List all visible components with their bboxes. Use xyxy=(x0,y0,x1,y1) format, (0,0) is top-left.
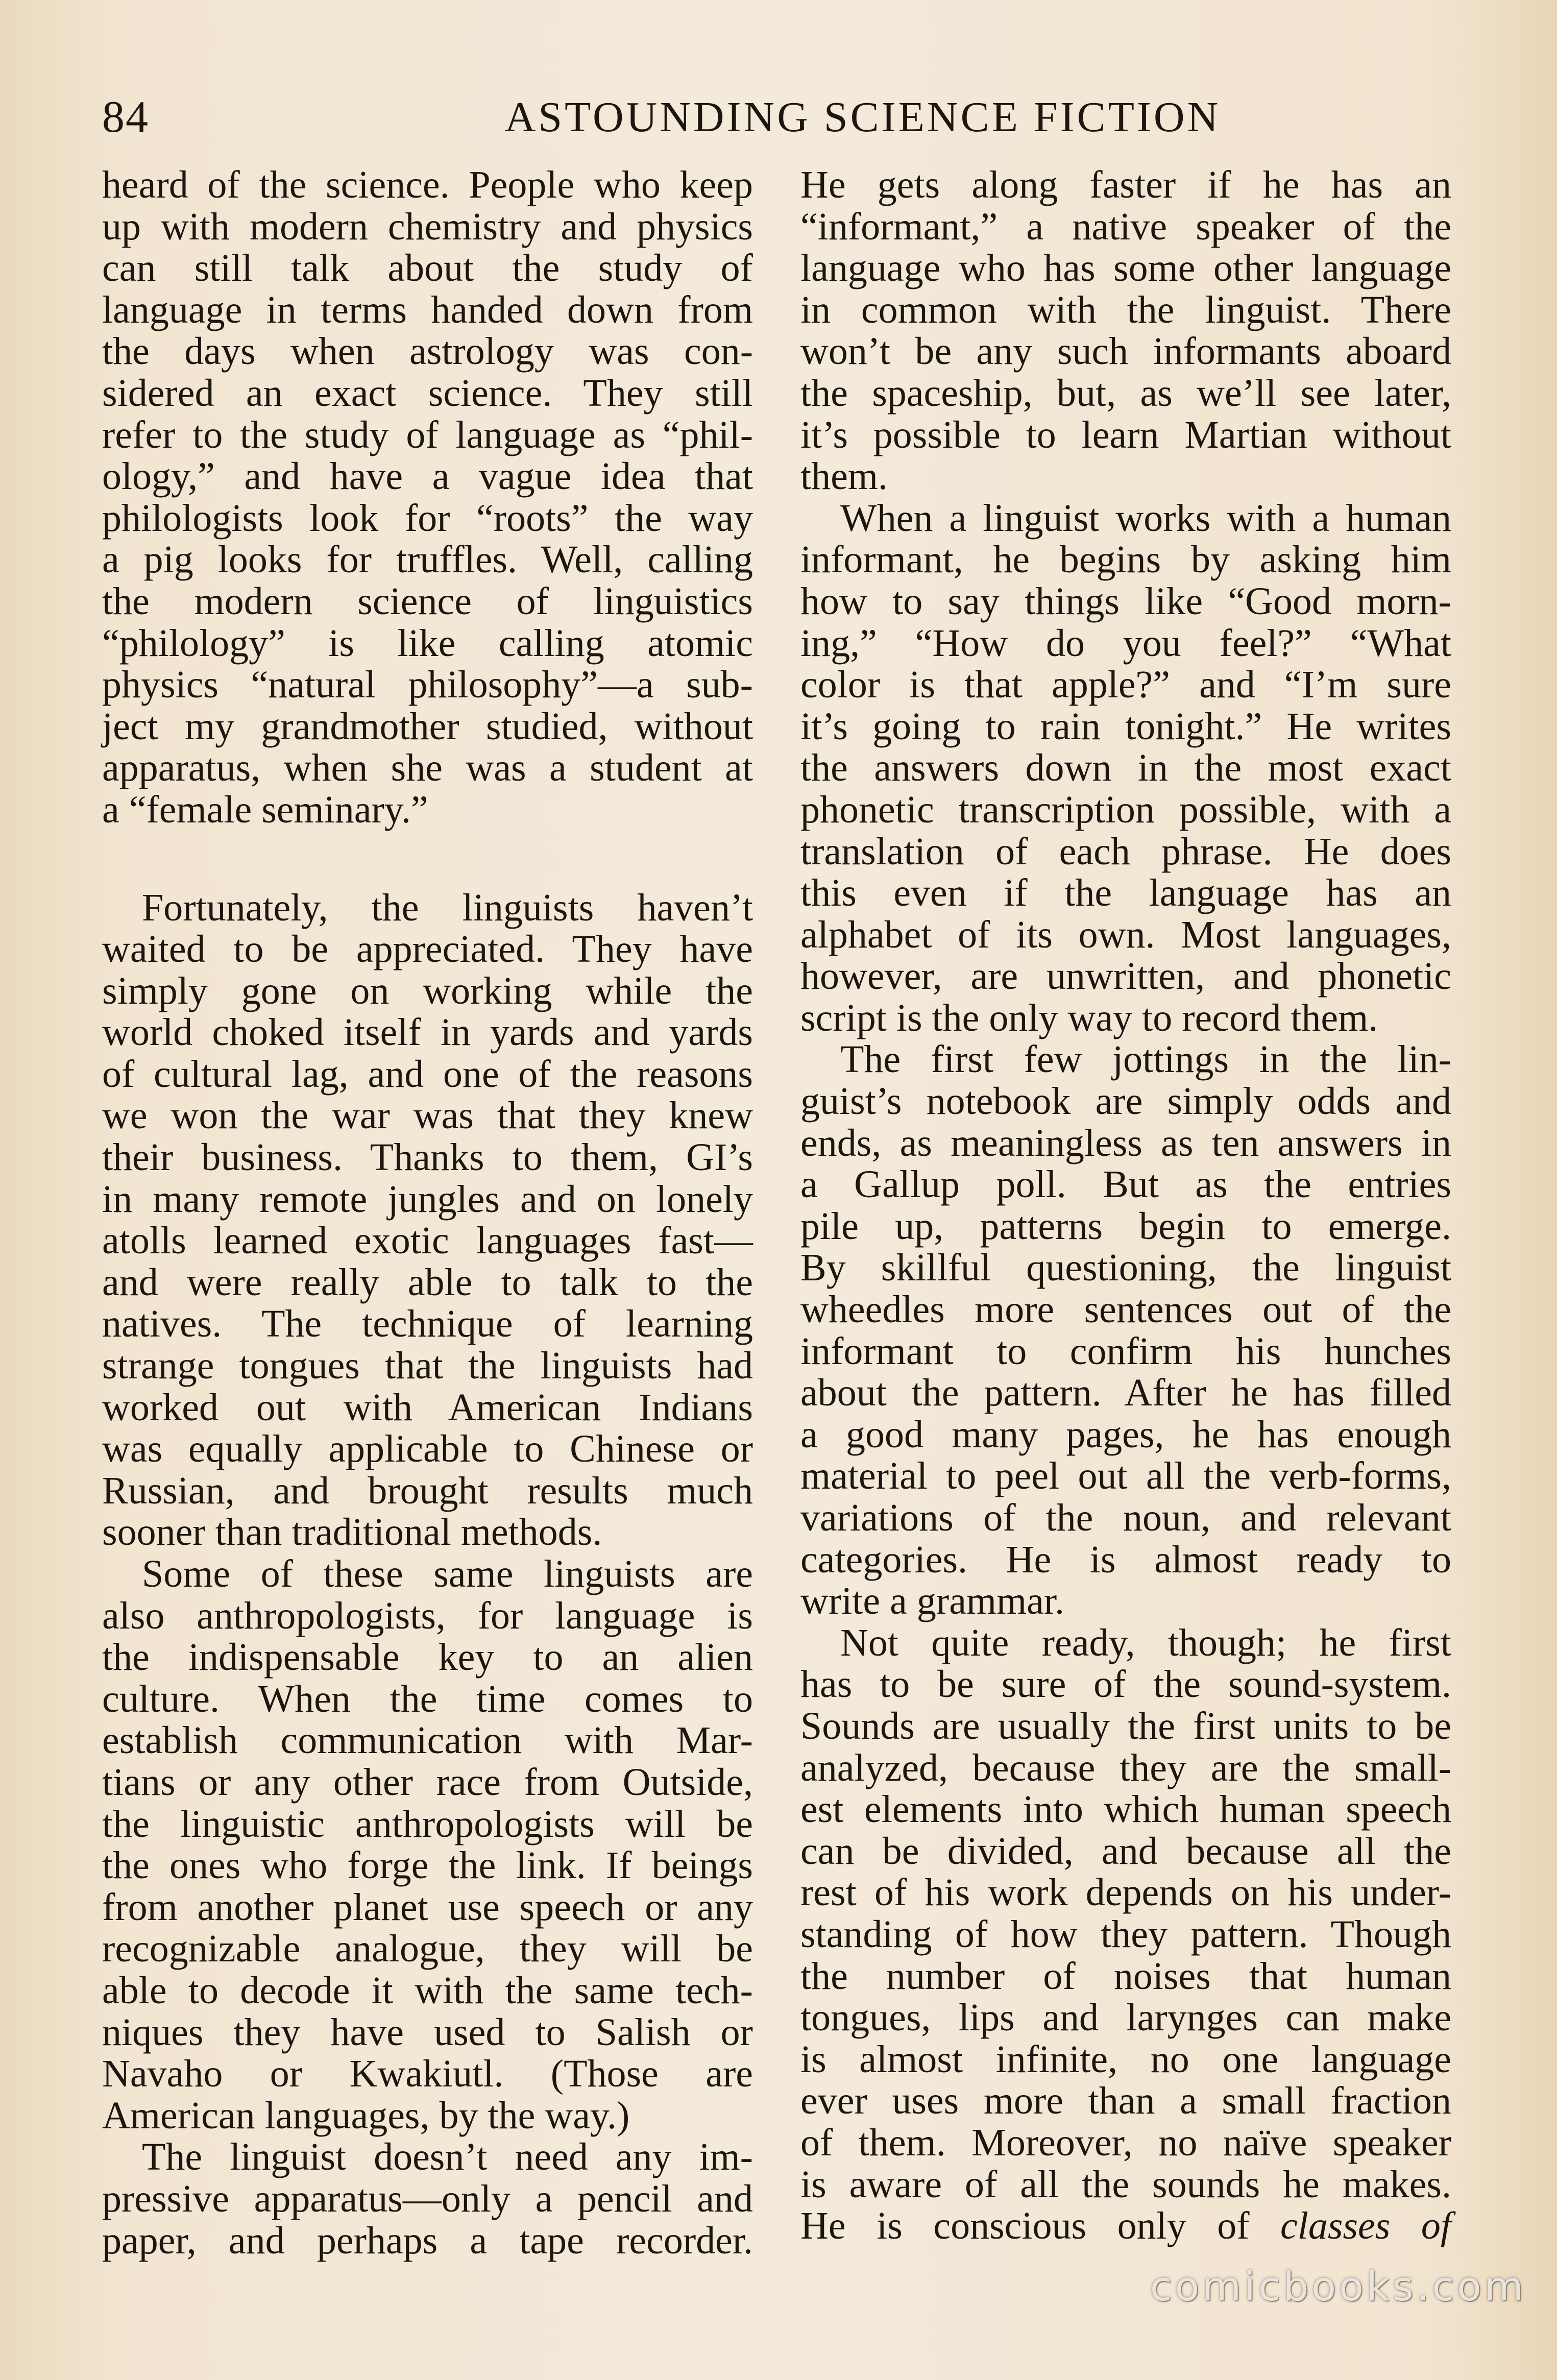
text-line xyxy=(102,1179,753,1221)
text-line-content: has to be sure of the sound-system. xyxy=(800,1663,1451,1706)
text-line xyxy=(102,289,753,331)
text-line xyxy=(800,1497,1451,1539)
text-line xyxy=(800,415,1451,456)
text-line-content: natives. The technique of learning xyxy=(102,1302,753,1346)
text-line xyxy=(800,2122,1451,2164)
text-line-content: in many remote jungles and on lonely xyxy=(102,1177,753,1221)
text-line xyxy=(800,998,1451,1039)
text-line-content: how to say things like “Good morn- xyxy=(800,579,1451,623)
text-line xyxy=(102,747,753,789)
text-line xyxy=(102,1387,753,1429)
text-line xyxy=(102,498,753,540)
text-line-content: can be divided, and because all the xyxy=(800,1829,1451,1873)
text-line-content: rest of his work depends on his under- xyxy=(800,1871,1451,1914)
text-line xyxy=(102,1637,753,1679)
text-line xyxy=(800,1956,1451,1998)
text-line-content: pressive apparatus—only a pencil and xyxy=(102,2177,753,2220)
text-line xyxy=(800,1831,1451,1873)
text-line xyxy=(800,747,1451,789)
text-line-content: the ones who forge the link. If beings xyxy=(102,1844,753,1887)
text-line-content: write a grammar. xyxy=(800,1580,1065,1623)
text-line-content: strange tongues that the linguists had xyxy=(102,1344,753,1388)
text-line xyxy=(800,914,1451,956)
text-line-content: the spaceship, but, as we’ll see later, xyxy=(800,371,1451,415)
text-line-content: a Gallup poll. But as the entries xyxy=(800,1163,1451,1206)
text-line xyxy=(800,164,1451,206)
text-line-content: of cultural lag, and one of the reasons xyxy=(102,1052,753,1096)
text-line xyxy=(102,1679,753,1720)
text-line-content: By skillful questioning, the linguist xyxy=(800,1246,1451,1290)
text-line-content: the linguistic anthropologists will be xyxy=(102,1802,753,1845)
text-line-content: American languages, by the way.) xyxy=(102,2094,630,2137)
text-line-content: physics “natural philosophy”—a sub- xyxy=(102,663,753,707)
text-line-content: this even if the language has an xyxy=(800,871,1451,915)
text-line xyxy=(800,1789,1451,1831)
text-line xyxy=(800,2205,1451,2247)
text-line-content: and were really able to talk to the xyxy=(102,1260,753,1304)
text-line xyxy=(102,206,753,248)
text-line-content: was equally applicable to Chinese or xyxy=(102,1427,753,1471)
text-line xyxy=(800,956,1451,998)
text-line xyxy=(800,2080,1451,2122)
text-line-content: sidered an exact science. They still xyxy=(102,371,753,415)
text-line xyxy=(800,789,1451,831)
text-line-content: informant, he begins by asking him xyxy=(800,538,1451,581)
text-line xyxy=(102,1512,753,1553)
text-line xyxy=(102,929,753,970)
text-line xyxy=(800,1581,1451,1622)
text-line-content: refer to the study of language as “phil- xyxy=(102,413,753,456)
text-line-content: can still talk about the study of xyxy=(102,247,753,290)
text-line xyxy=(102,581,753,623)
text-line-content: variations of the noun, and relevant xyxy=(800,1496,1451,1539)
text-line-content: ology,” and have a vague idea that xyxy=(102,455,753,498)
text-line-content: sooner than traditional methods. xyxy=(102,1511,602,1554)
text-line-content: able to decode it with the same tech- xyxy=(102,1969,753,2012)
text-line xyxy=(102,1220,753,1262)
text-line-content: a pig looks for truffles. Well, calling xyxy=(102,538,753,581)
text-line-content: alphabet of its own. Most languages, xyxy=(800,913,1451,956)
running-title: ASTOUNDING SCIENCE FICTION xyxy=(504,93,1221,141)
text-line xyxy=(102,1762,753,1804)
text-line xyxy=(102,1928,753,1970)
text-line xyxy=(800,1123,1451,1164)
text-line xyxy=(102,623,753,665)
text-line xyxy=(102,1470,753,1512)
text-line xyxy=(102,1595,753,1637)
text-line xyxy=(800,1664,1451,1706)
text-line-content: “philology” is like calling atomic xyxy=(102,621,753,665)
text-line-content: Fortunately, the linguists haven’t xyxy=(142,886,753,929)
text-line-content: Not quite ready, though; he first xyxy=(840,1621,1451,1664)
text-line xyxy=(102,1262,753,1304)
text-line xyxy=(800,1289,1451,1331)
text-line xyxy=(102,331,753,373)
text-line xyxy=(102,887,753,929)
text-line-content: paper, and perhaps a tape recorder. xyxy=(102,2219,753,2262)
paragraph-gap xyxy=(102,831,753,887)
text-line-content: standing of how they pattern. Though xyxy=(800,1912,1451,1956)
text-line xyxy=(800,1539,1451,1581)
text-line-content: translation of each phrase. He does xyxy=(800,830,1451,873)
text-line-content: the number of noises that human xyxy=(800,1954,1451,1998)
text-line xyxy=(800,373,1451,415)
text-line-content: however, are unwritten, and phonetic xyxy=(800,955,1451,998)
text-line xyxy=(800,1455,1451,1497)
text-line-content: informant to confirm his hunches xyxy=(800,1329,1451,1373)
text-line xyxy=(800,206,1451,248)
text-line-content: The first few jottings in the lin- xyxy=(840,1038,1451,1081)
text-line-content: world choked itself in yards and yards xyxy=(102,1011,753,1054)
text-line-content: the answers down in the most exact xyxy=(800,746,1451,790)
text-line-content: categories. He is almost ready to xyxy=(800,1538,1451,1581)
text-line-content: them. xyxy=(800,455,888,498)
text-line-content: the modern science of linguistics xyxy=(102,579,753,623)
text-line xyxy=(800,706,1451,748)
text-line xyxy=(102,2012,753,2054)
page-header xyxy=(102,87,1450,148)
text-line xyxy=(102,1428,753,1470)
text-line xyxy=(102,164,753,206)
text-line xyxy=(800,1331,1451,1373)
text-line-content: waited to be appreciated. They have xyxy=(102,928,753,971)
text-line-content: it’s going to rain tonight.” He writes xyxy=(800,705,1451,748)
text-line-content: their business. Thanks to them, GI’s xyxy=(102,1136,753,1179)
text-line-content: establish communication with Mar- xyxy=(102,1719,753,1762)
text-line-content: philologists look for “roots” the way xyxy=(102,496,753,540)
text-line-content: a “female seminary.” xyxy=(102,788,428,831)
text-line xyxy=(800,1872,1451,1914)
text-line-content: tians or any other race from Outside, xyxy=(102,1760,753,1804)
text-line xyxy=(800,623,1451,665)
text-line-content: ends, as meaningless as ten answers in xyxy=(800,1121,1451,1164)
text-line xyxy=(102,664,753,706)
right-text-column xyxy=(800,164,1451,2247)
text-line xyxy=(102,1345,753,1387)
text-line xyxy=(800,872,1451,914)
text-line xyxy=(102,1887,753,1929)
text-line-content: worked out with American Indians xyxy=(102,1386,753,1429)
text-line-content: analyzed, because they are the small- xyxy=(800,1746,1451,1789)
text-line-content: atolls learned exotic languages fast— xyxy=(102,1219,753,1262)
text-line xyxy=(102,2095,753,2137)
text-line-content: wheedles more sentences out of the xyxy=(800,1288,1451,1331)
text-line-content: of them. Moreover, no naïve speaker xyxy=(800,2121,1451,2164)
text-line-content: up with modern chemistry and physics xyxy=(102,205,753,248)
text-line xyxy=(800,2164,1451,2206)
text-line-content: Russian, and brought results much xyxy=(102,1469,753,1512)
text-line xyxy=(102,1012,753,1054)
text-line-content: won’t be any such informants aboard xyxy=(800,330,1451,373)
text-line xyxy=(102,1845,753,1887)
text-line-content: est elements into which human speech xyxy=(800,1788,1451,1831)
text-line xyxy=(102,1553,753,1595)
text-line-content: from another planet use speech or any xyxy=(102,1885,753,1929)
text-line-content: also anthropologists, for language is xyxy=(102,1594,753,1637)
text-line xyxy=(800,2039,1451,2081)
text-line xyxy=(800,456,1451,498)
text-line-content: script is the only way to record them. xyxy=(800,996,1378,1039)
italic-text: classes of xyxy=(1280,2204,1451,2248)
text-line xyxy=(102,1137,753,1179)
text-line xyxy=(800,331,1451,373)
text-line-content: guist’s notebook are simply odds and xyxy=(800,1080,1451,1123)
text-line-content: tongues, lips and larynges can make xyxy=(800,1996,1451,2039)
text-line-content: is almost infinite, no one language xyxy=(800,2037,1451,2081)
text-line xyxy=(800,539,1451,581)
left-text-column xyxy=(102,164,753,2262)
text-line xyxy=(102,2220,753,2262)
text-line xyxy=(102,2178,753,2220)
text-line-content: Some of these same linguists are xyxy=(142,1552,753,1595)
text-line xyxy=(102,456,753,498)
text-line xyxy=(800,581,1451,623)
text-line-content: recognizable analogue, they will be xyxy=(102,1927,753,1971)
text-line-content: ject my grandmother studied, without xyxy=(102,705,753,748)
text-line-content: color is that apple?” and “I’m sure xyxy=(800,663,1451,707)
text-line xyxy=(800,248,1451,289)
text-line-content: we won the war was that they knew xyxy=(102,1094,753,1137)
text-line xyxy=(102,2136,753,2178)
text-line-content: He gets along faster if he has an xyxy=(800,163,1451,206)
text-line-content: phonetic transcription possible, with a xyxy=(800,788,1451,831)
text-line-content: culture. When the time comes to xyxy=(102,1677,753,1720)
text-line xyxy=(102,373,753,415)
text-line xyxy=(800,1414,1451,1456)
text-line xyxy=(102,415,753,456)
text-line-content: “informant,” a native speaker of the xyxy=(800,205,1451,248)
text-line xyxy=(102,539,753,581)
text-line xyxy=(102,1303,753,1345)
text-line-content: pile up, patterns begin to emerge. xyxy=(800,1204,1451,1248)
text-line-content: the days when astrology was con- xyxy=(102,330,753,373)
text-line xyxy=(102,789,753,831)
text-line xyxy=(800,1247,1451,1289)
text-line xyxy=(800,1372,1451,1414)
page-number: 84 xyxy=(102,92,149,142)
text-line-content: The linguist doesn’t need any im- xyxy=(142,2135,753,2179)
text-line-content: it’s possible to learn Martian without xyxy=(800,413,1451,456)
text-line xyxy=(102,1054,753,1096)
text-line xyxy=(800,1706,1451,1747)
text-line-content: heard of the science. People who keep xyxy=(102,163,753,206)
text-line xyxy=(800,1914,1451,1956)
text-line-content: material to peel out all the verb-forms, xyxy=(800,1454,1451,1498)
text-line xyxy=(800,1039,1451,1081)
text-line-content: When a linguist works with a human xyxy=(840,496,1451,540)
text-line xyxy=(800,1622,1451,1664)
text-line-content: ing,” “How do you feel?” “What xyxy=(800,621,1451,665)
text-line-content: niques they have used to Salish or xyxy=(102,2010,753,2054)
text-line xyxy=(102,1804,753,1845)
text-line-content: in common with the linguist. There xyxy=(800,288,1451,331)
text-line-content: language in terms handed down from xyxy=(102,288,753,331)
text-line xyxy=(800,1081,1451,1123)
text-line xyxy=(800,498,1451,540)
text-line-content: the indispensable key to an alien xyxy=(102,1636,753,1679)
text-line xyxy=(800,1164,1451,1206)
text-line xyxy=(800,289,1451,331)
text-line-content: a good many pages, he has enough xyxy=(800,1413,1451,1456)
text-line xyxy=(102,1970,753,2012)
watermark: comicbooks.com xyxy=(1150,2264,1526,2310)
text-line xyxy=(800,1747,1451,1789)
text-line xyxy=(102,706,753,748)
text-line-content: language who has some other language xyxy=(800,247,1451,290)
text-line-content: Navaho or Kwakiutl. (Those are xyxy=(102,2052,753,2096)
text-line xyxy=(102,248,753,289)
text-line-content: about the pattern. After he has filled xyxy=(800,1371,1451,1415)
text-line xyxy=(102,2053,753,2095)
text-line xyxy=(800,1997,1451,2039)
text-line-content: Sounds are usually the first units to be xyxy=(800,1704,1451,1747)
text-line xyxy=(102,1095,753,1137)
text-line xyxy=(800,831,1451,873)
text-line xyxy=(102,970,753,1012)
text-line-content: He is conscious only of xyxy=(800,2204,1281,2248)
text-line xyxy=(800,1206,1451,1248)
text-line xyxy=(800,664,1451,706)
text-line-content: simply gone on working while the xyxy=(102,969,753,1012)
text-line xyxy=(102,1720,753,1762)
text-line-content: ever uses more than a small fraction xyxy=(800,2079,1451,2123)
text-line-content: is aware of all the sounds he makes. xyxy=(800,2163,1451,2206)
text-line-content: apparatus, when she was a student at xyxy=(102,746,753,790)
